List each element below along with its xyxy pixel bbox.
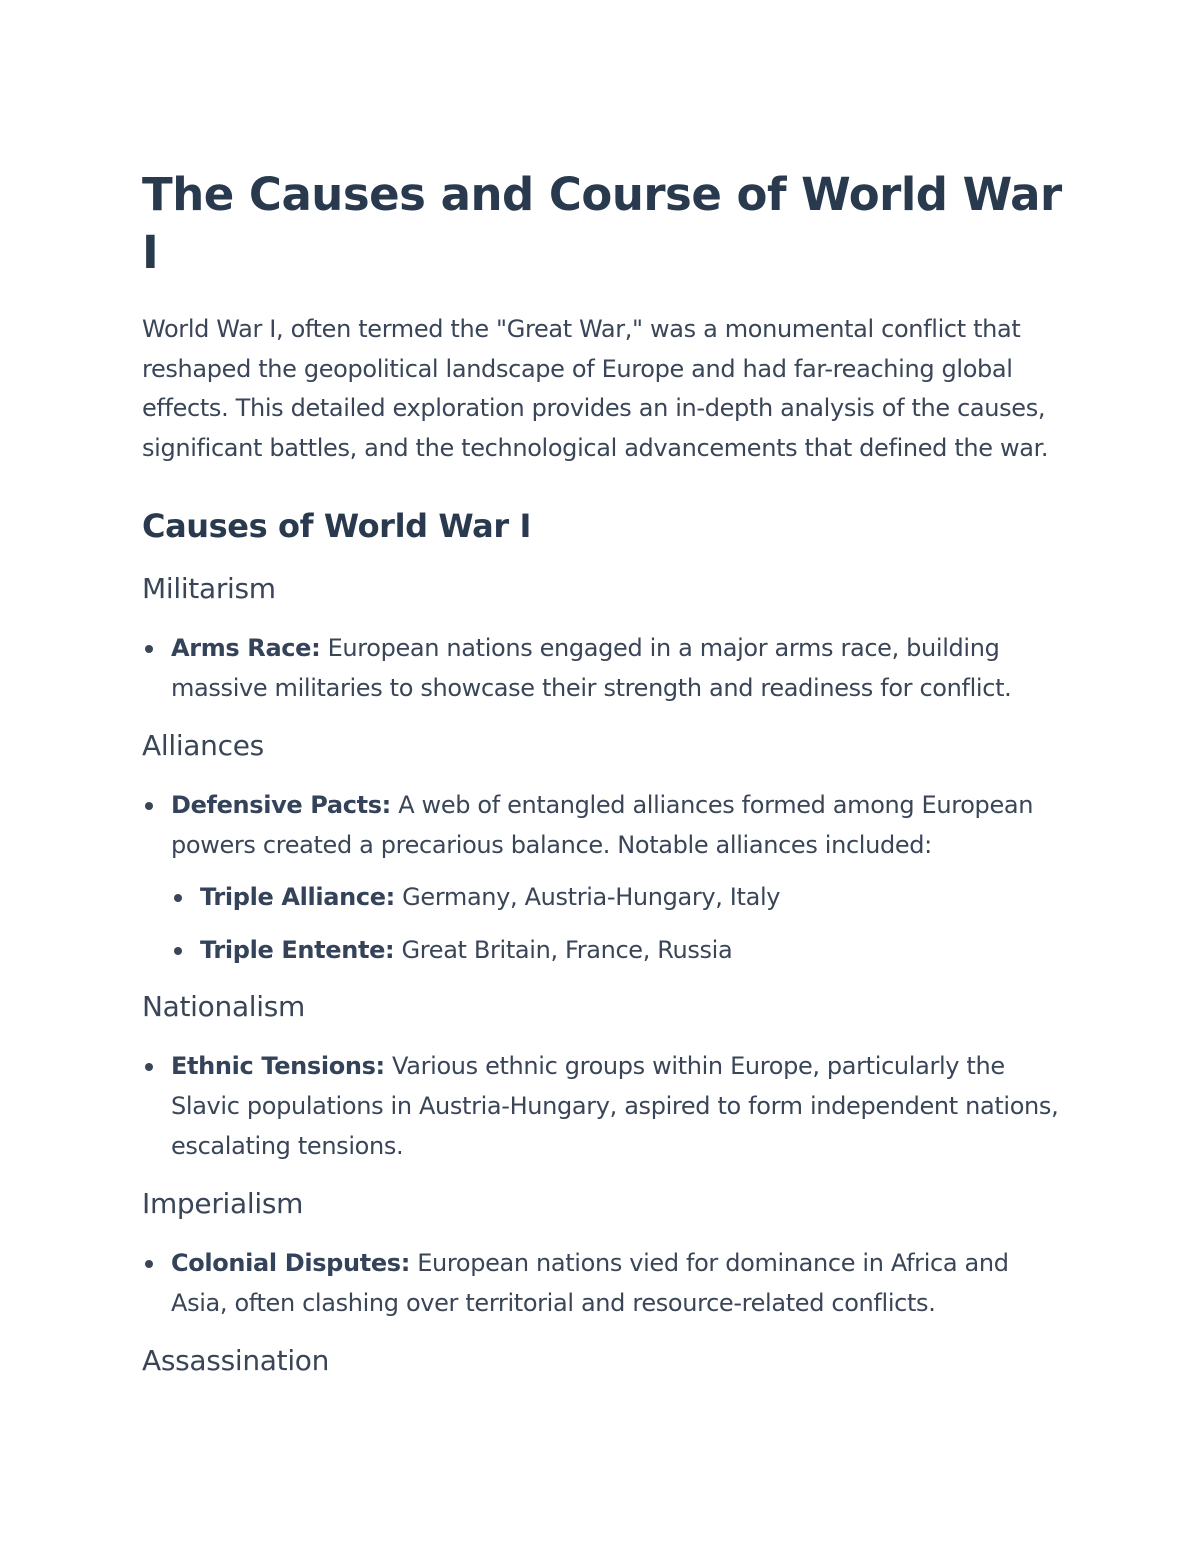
list-item-text: Various ethnic groups within Europe, particularly the Slavic populations in Austria-Hungary, aspired to form independent nations, escalating tensions. — [171, 1052, 1059, 1160]
list-item-text: European nations vied for dominance in Africa and Asia, often clashing over territorial and resource-related conflicts. — [171, 1249, 1009, 1317]
sublist-item — [200, 877, 1062, 917]
list-item — [171, 785, 1062, 865]
list-item-term: Arms Race: — [171, 634, 321, 662]
list-item-text: A web of entangled alliances formed among European powers created a precarious balance. Notable alliances included: — [171, 791, 1034, 859]
bullet-icon — [145, 645, 153, 653]
nationalism-list — [142, 1046, 1062, 1166]
alliances-sublist — [142, 877, 1062, 970]
intro-paragraph: World War I, often termed the "Great War," was a monumental conflict that reshaped the geopolitical landscape of Europe and had far-reaching global effects. This detailed exploration provides an in-depth analysis of the causes, significant battles, and the technological advancements that defined the war. — [142, 315, 1049, 462]
subheading-imperialism: Imperialism — [142, 1187, 304, 1220]
subheading-nationalism: Nationalism — [142, 990, 306, 1023]
list-item-text: Germany, Austria-Hungary, Italy — [394, 883, 781, 911]
alliances-list — [142, 785, 1062, 865]
list-item-term: Colonial Disputes: — [171, 1249, 410, 1277]
document-page — [142, 166, 1062, 1381]
list-item — [171, 628, 1062, 708]
bullet-icon — [174, 947, 182, 955]
list-item — [171, 1046, 1062, 1166]
list-item-term: Triple Entente: — [200, 936, 395, 964]
list-item-term: Defensive Pacts: — [171, 791, 391, 819]
bullet-icon — [145, 1063, 153, 1071]
list-item-text: Great Britain, France, Russia — [394, 936, 733, 964]
page-title: The Causes and Course of World War I — [142, 168, 1062, 279]
bullet-icon — [145, 802, 153, 810]
list-item-term: Ethnic Tensions: — [171, 1052, 385, 1080]
sublist-item — [200, 930, 1062, 970]
subheading-alliances: Alliances — [142, 729, 264, 762]
subheading-militarism: Militarism — [142, 572, 276, 605]
militarism-list — [142, 628, 1062, 708]
list-item-term: Triple Alliance: — [200, 883, 395, 911]
imperialism-list — [142, 1243, 1062, 1323]
section-heading: Causes of World War I — [142, 507, 531, 545]
list-item-text: European nations engaged in a major arms race, building massive militaries to showcase their strength and readiness for conflict. — [171, 634, 1012, 702]
list-item — [171, 1243, 1062, 1323]
bullet-icon — [174, 894, 182, 902]
subheading-assassination: Assassination — [142, 1344, 330, 1377]
bullet-icon — [145, 1260, 153, 1268]
